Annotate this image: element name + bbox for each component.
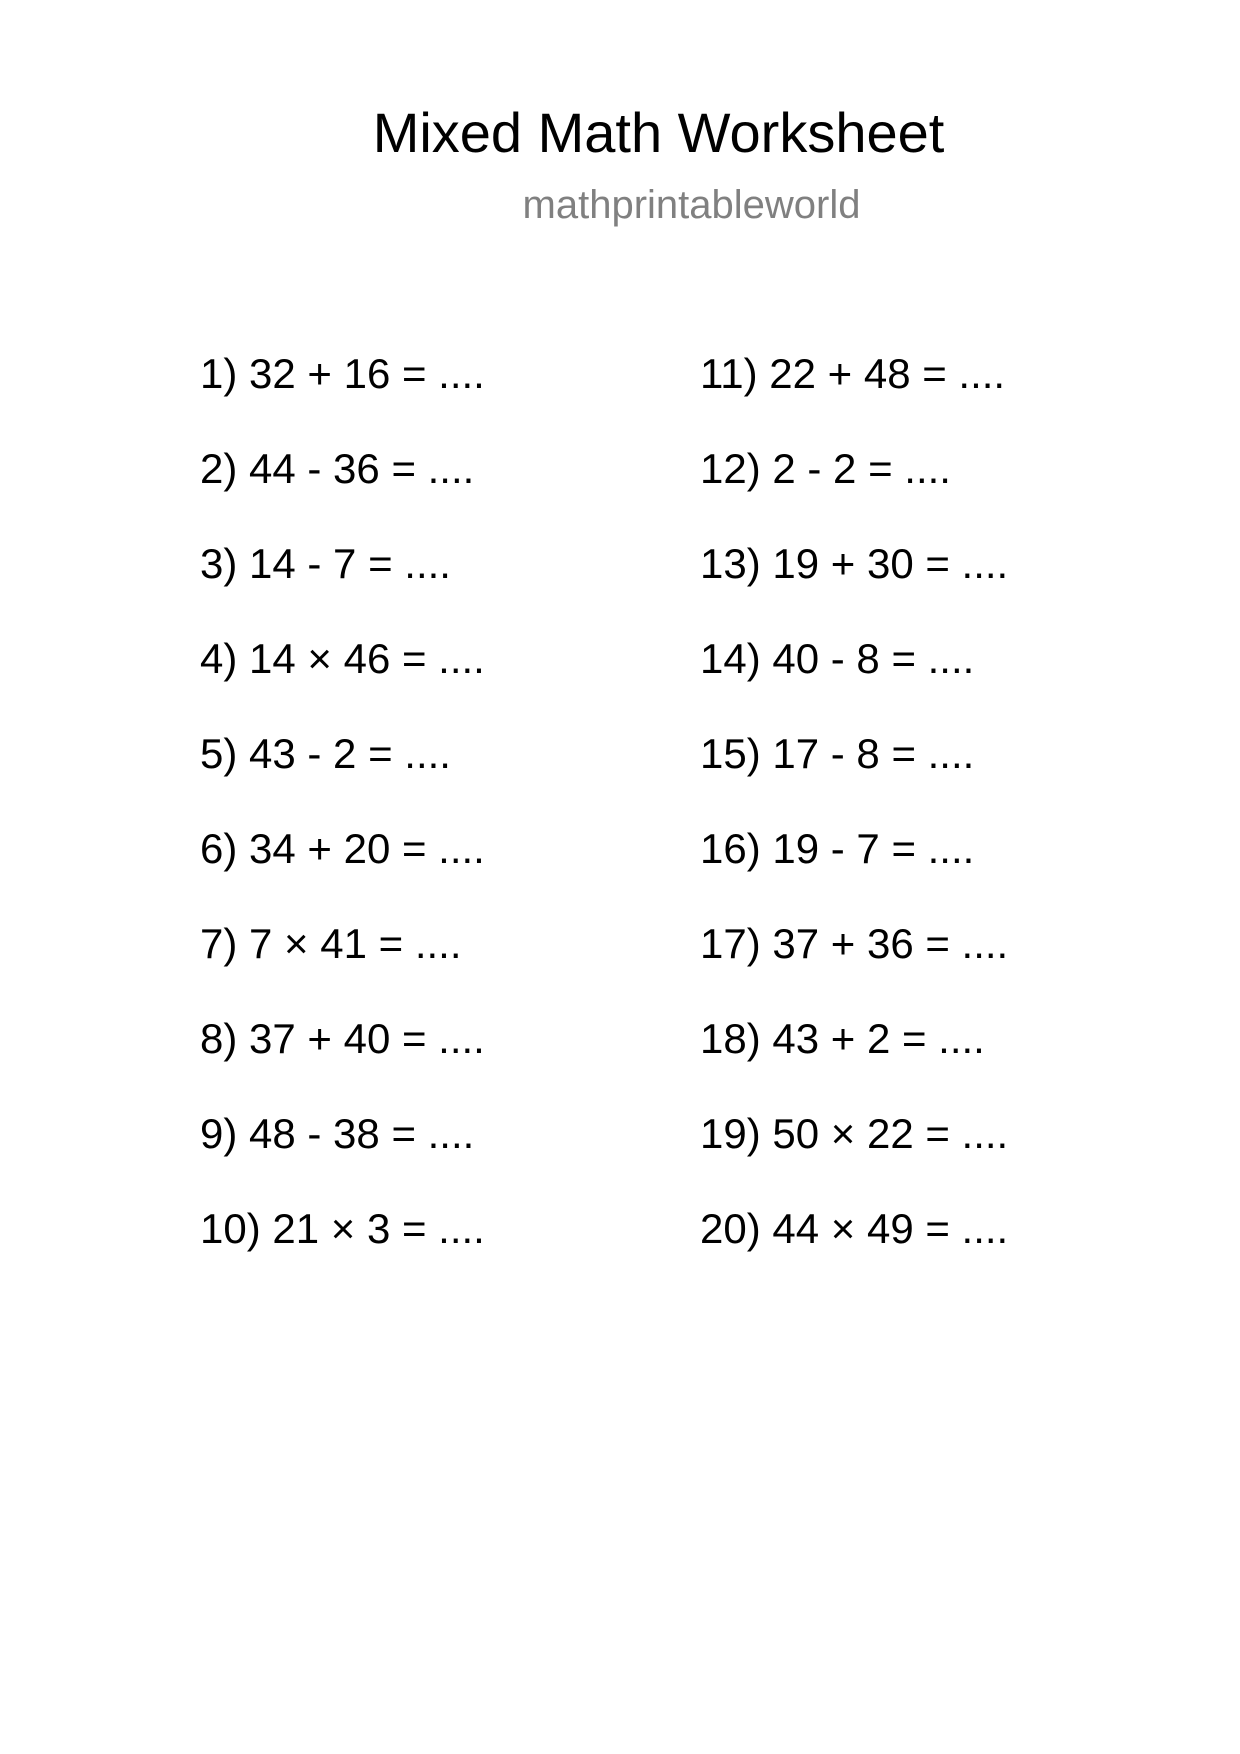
math-problem-5: 5) 43 - 2 = ....	[200, 730, 451, 777]
math-problem-1: 1) 32 + 16 = ....	[200, 350, 485, 397]
worksheet-title: Mixed Math Worksheet	[372, 101, 945, 164]
math-problem-11: 11) 22 + 48 = ....	[700, 350, 1006, 397]
math-problem-4: 4) 14 × 46 = ....	[200, 635, 485, 682]
math-problem-3: 3) 14 - 7 = ....	[200, 540, 451, 587]
math-problem-7: 7) 7 × 41 = ....	[200, 920, 462, 967]
math-problem-15: 15) 17 - 8 = ....	[700, 730, 975, 777]
math-problem-18: 18) 43 + 2 = ....	[700, 1015, 985, 1062]
math-problem-20: 20) 44 × 49 = ....	[700, 1205, 1009, 1252]
worksheet-subtitle: mathprintableworld	[522, 183, 861, 227]
problem-column-right	[700, 347, 1008, 1297]
problem-column-left	[200, 347, 485, 1297]
math-problem-2: 2) 44 - 36 = ....	[200, 445, 475, 492]
math-problem-13: 13) 19 + 30 = ....	[700, 540, 1009, 587]
math-problem-14: 14) 40 - 8 = ....	[700, 635, 975, 682]
math-problem-19: 19) 50 × 22 = ....	[700, 1110, 1009, 1157]
math-problem-9: 9) 48 - 38 = ....	[200, 1110, 475, 1157]
math-problem-12: 12) 2 - 2 = ....	[700, 445, 951, 492]
math-problem-17: 17) 37 + 36 = ....	[700, 920, 1009, 967]
math-problem-6: 6) 34 + 20 = ....	[200, 825, 485, 872]
math-problem-10: 10) 21 × 3 = ....	[200, 1205, 485, 1252]
math-problem-16: 16) 19 - 7 = ....	[700, 825, 975, 872]
math-problem-8: 8) 37 + 40 = ....	[200, 1015, 485, 1062]
